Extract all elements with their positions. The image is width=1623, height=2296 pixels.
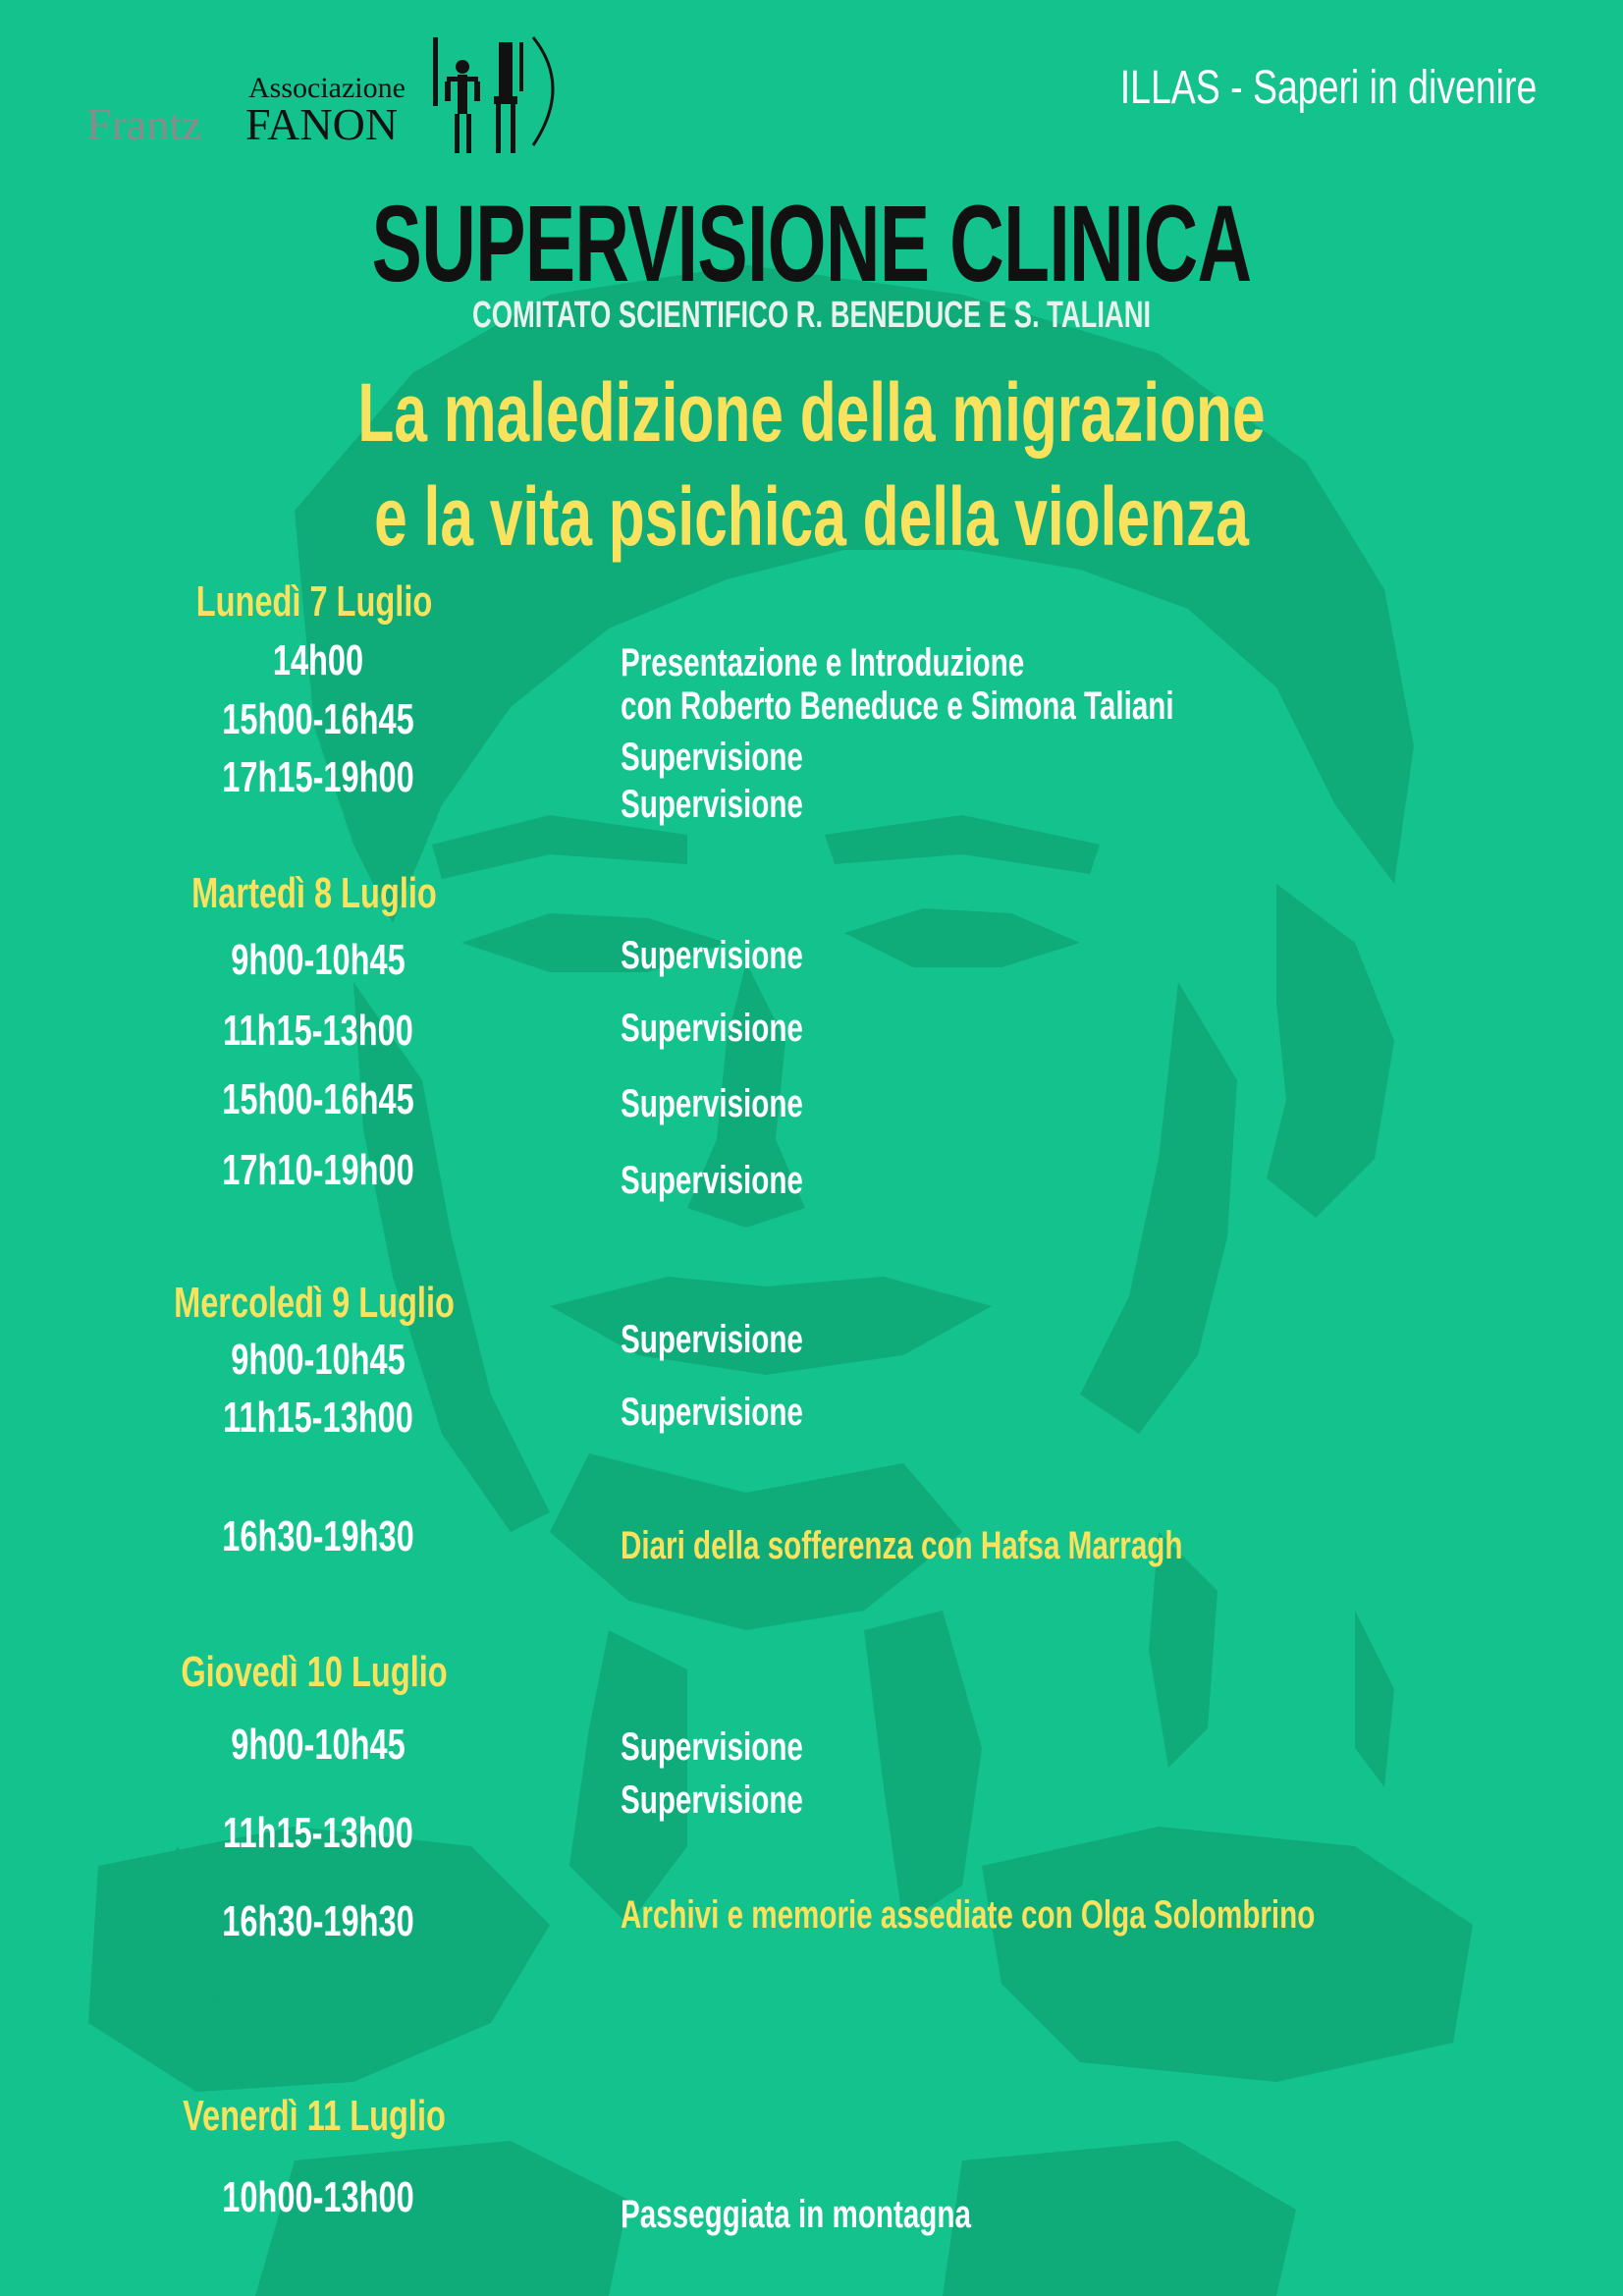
time-slot: 9h00-10h45 xyxy=(231,936,406,984)
activity: Supervisione xyxy=(621,1725,803,1769)
activity-highlight: Diari della sofferenza con Hafsa Marragh xyxy=(621,1524,1183,1567)
time-slot: 9h00-10h45 xyxy=(231,1721,406,1769)
subtitle: COMITATO SCIENTIFICO R. BENEDUCE E S. TALIANI xyxy=(471,295,1152,336)
activity: Supervisione xyxy=(621,1007,803,1050)
day-heading: Martedì 8 Luglio xyxy=(191,869,437,917)
headline-line-2: e la vita psichica della violenza xyxy=(374,470,1249,563)
tagline: ILLAS - Saperi in divenire xyxy=(1119,62,1537,114)
time-slot: 11h15-13h00 xyxy=(223,1809,413,1857)
time-slot: 14h00 xyxy=(272,636,364,684)
logo-frantz-text: Frantz xyxy=(86,99,202,149)
logo-fanon-text: FANON xyxy=(245,99,399,149)
time-slot: 11h15-13h00 xyxy=(223,1394,413,1442)
time-slot: 17h15-19h00 xyxy=(222,753,414,801)
activity: Supervisione xyxy=(621,934,803,977)
page-title: SUPERVISIONE CLINICA xyxy=(371,184,1252,304)
activity: Supervisione xyxy=(621,736,803,779)
time-slot: 17h10-19h00 xyxy=(222,1146,414,1194)
logo-associazione-text: Associazione xyxy=(248,72,406,104)
time-slot: 9h00-10h45 xyxy=(231,1336,406,1384)
activity: Presentazione e Introduzione xyxy=(621,641,1025,684)
day-heading: Venerdì 11 Luglio xyxy=(183,2092,446,2140)
activity: Supervisione xyxy=(621,1778,803,1822)
logo xyxy=(86,27,577,165)
day-heading: Giovedì 10 Luglio xyxy=(181,1648,448,1696)
activity: Passeggiata in montagna xyxy=(621,2193,971,2236)
activity: Supervisione xyxy=(621,1391,803,1434)
time-slot: 11h15-13h00 xyxy=(223,1007,413,1055)
activity: Supervisione xyxy=(621,783,803,826)
activity: Supervisione xyxy=(621,1159,803,1202)
time-slot: 16h30-19h30 xyxy=(222,1512,414,1560)
activity: con Roberto Beneduce e Simona Taliani xyxy=(621,684,1174,728)
day-heading: Mercoledì 9 Luglio xyxy=(174,1279,455,1327)
activity-highlight: Archivi e memorie assediate con Olga Solombrino xyxy=(621,1893,1316,1937)
time-slot: 15h00-16h45 xyxy=(222,695,414,743)
day-heading: Lunedì 7 Luglio xyxy=(195,577,433,626)
time-slot: 10h00-13h00 xyxy=(222,2173,414,2221)
headline-line-1: La maledizione della migrazione xyxy=(357,366,1266,459)
activity: Supervisione xyxy=(621,1082,803,1125)
activity: Supervisione xyxy=(621,1318,803,1361)
time-slot: 15h00-16h45 xyxy=(222,1075,414,1123)
time-slot: 16h30-19h30 xyxy=(222,1897,414,1945)
tribal-figures-icon xyxy=(425,27,572,165)
